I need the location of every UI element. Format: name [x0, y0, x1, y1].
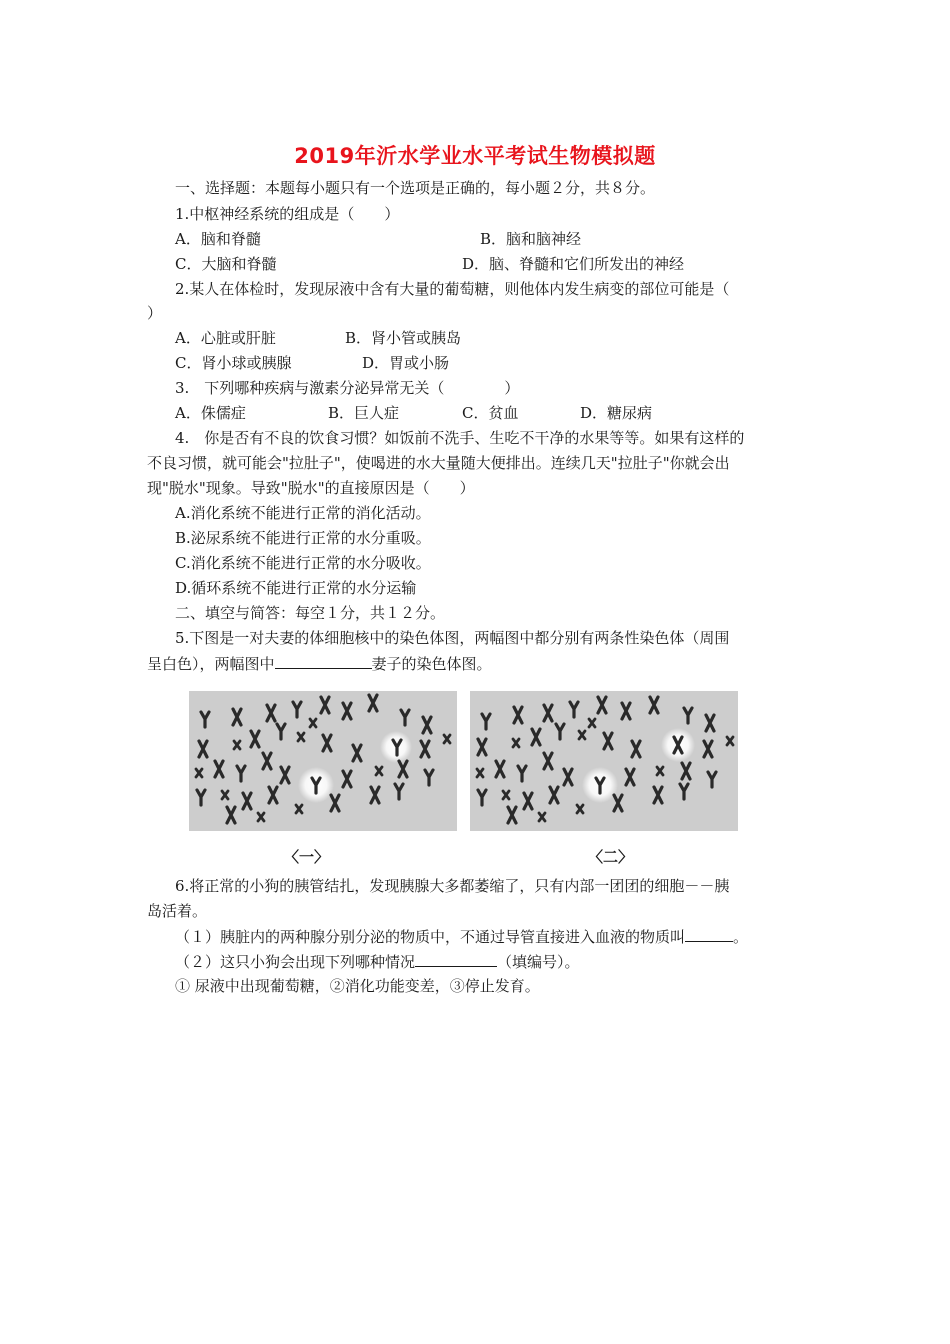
q6-part1-answer-blank[interactable] [685, 926, 733, 942]
q4-stem-line1: 4. 你是否有不良的饮食习惯？如饭前不洗手、生吃不干净的水果等等。如果有这样的 [175, 429, 745, 447]
q4-option-a: A.消化系统不能进行正常的消化活动。 [175, 504, 431, 522]
chromosome-spread-1 [189, 691, 457, 831]
q1-stem: 1.中枢神经系统的组成是（ ） [175, 205, 400, 223]
q2-stem-line2: ） [147, 304, 163, 322]
section-1-heading: 一、选择题：本题每小题只有一个选项是正确的，每小题２分，共８分。 [175, 179, 656, 197]
q3-option-a: A．侏儒症 [175, 404, 246, 422]
q4-option-d: D.循环系统不能进行正常的水分运输 [175, 579, 417, 597]
q6-part2-answer-blank[interactable] [415, 951, 497, 967]
q6-options: ① 尿液中出现葡萄糖，②消化功能变差，③停止发育。 [175, 977, 540, 995]
figure-1-caption: 〈一〉 [284, 848, 330, 866]
q2-stem-line1: 2.某人在体检时，发现尿液中含有大量的葡萄糖，则他体内发生病变的部位可能是（ [175, 280, 730, 298]
q6-part1 [175, 926, 748, 947]
q3-option-b: B．巨人症 [328, 404, 400, 422]
q6-part2 [175, 951, 580, 972]
q5-answer-blank[interactable] [275, 653, 372, 669]
q1-option-a: A．脑和脊髓 [175, 230, 261, 248]
karyotype-figure-1 [189, 691, 457, 831]
q1-option-b: B．脑和脑神经 [480, 230, 582, 248]
chromosome-spread-2 [470, 691, 738, 831]
q5-stem-line1: 5.下图是一对夫妻的体细胞核中的染色体图，两幅图中都分别有两条性染色体（周围 [175, 629, 730, 647]
q1-option-c: C．大脑和脊髓 [175, 255, 277, 273]
q6-part1-period: 。 [733, 928, 749, 946]
q6-stem-line2: 岛活着。 [147, 902, 208, 920]
section-2-heading: 二、填空与简答：每空１分，共１２分。 [175, 604, 446, 622]
q2-option-b: B．肾小管或胰岛 [345, 329, 462, 347]
q3-option-c: C．贫血 [462, 404, 519, 422]
q4-stem-line2: 不良习惯，就可能会"拉肚子"，使喝进的水大量随大便排出。连续几天"拉肚子"你就会出 [147, 454, 730, 472]
q3-stem: 3. 下列哪种疾病与激素分泌异常无关（ ） [175, 379, 520, 397]
q3-option-d: D．糖尿病 [580, 404, 653, 422]
q5-stem-line2 [147, 653, 492, 674]
q1-option-d: D．脑、脊髓和它们所发出的神经 [462, 255, 685, 273]
q5-text-before-blank: 呈白色），两幅图中 [147, 655, 275, 673]
q6-part2-text: （２）这只小狗会出现下列哪种情况 [175, 953, 416, 971]
q4-option-c: C.消化系统不能进行正常的水分吸收。 [175, 554, 431, 572]
page-title: 2019年沂水学业水平考试生物模拟题 [294, 144, 656, 168]
q6-part1-text: （１）胰脏内的两种腺分别分泌的物质中，不通过导管直接进入血液的物质叫 [175, 928, 686, 946]
karyotype-figure-2 [470, 691, 738, 831]
q2-option-d: D．胃或小肠 [362, 354, 450, 372]
q6-part2-hint: （填编号）。 [497, 953, 580, 971]
q4-stem-line3: 现"脱水"现象。导致"脱水"的直接原因是（ ） [147, 479, 475, 497]
q2-option-c: C．肾小球或胰腺 [175, 354, 292, 372]
q2-option-a: A．心脏或肝脏 [175, 329, 276, 347]
q5-text-after-blank: 妻子的染色体图。 [371, 655, 492, 673]
figure-2-caption: 〈二〉 [588, 848, 634, 866]
q6-stem-line1: 6.将正常的小狗的胰管结扎，发现胰腺大多都萎缩了，只有内部一团团的细胞－－胰 [175, 877, 730, 895]
q4-option-b: B.泌尿系统不能进行正常的水分重吸。 [175, 529, 431, 547]
